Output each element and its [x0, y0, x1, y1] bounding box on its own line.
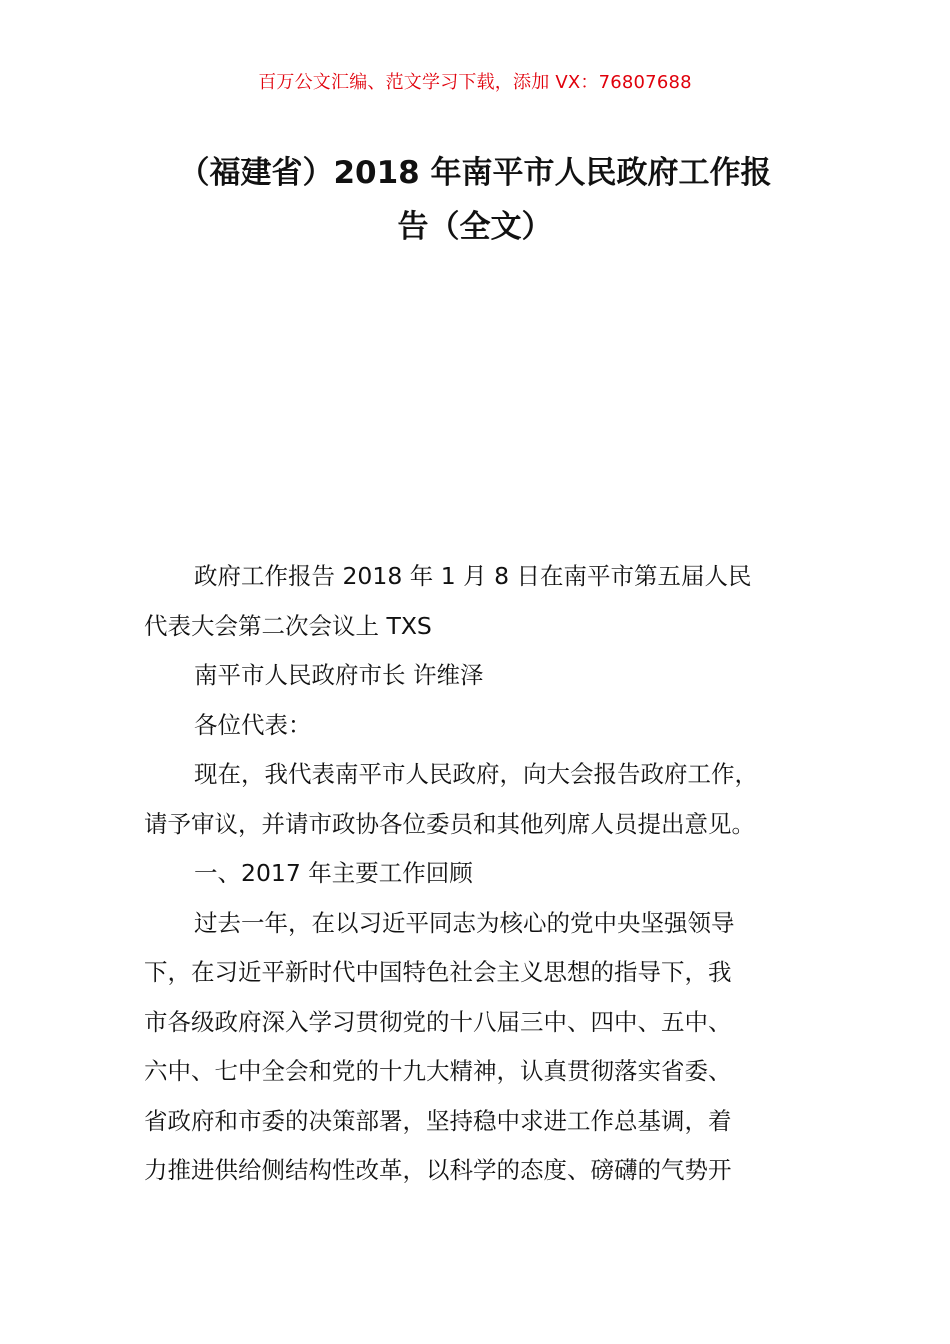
paragraph-line: 代表大会第二次会议上 TXS	[144, 611, 432, 640]
paragraph-line: 各位代表：	[194, 710, 312, 739]
header-watermark-note: 百万公文汇编、范文学习下载，添加 VX：76807688	[258, 72, 692, 93]
paragraph-line: 现在，我代表南平市人民政府，向大会报告政府工作，	[194, 760, 758, 788]
paragraph-line: 南平市人民政府市长 许维泽	[194, 661, 484, 689]
paragraph-line: 过去一年，在以习近平同志为核心的党中央坚强领导	[194, 908, 735, 937]
paragraph-line: 请予审议，并请市政协各位委员和其他列席人员提出意见。	[144, 809, 755, 838]
paragraph-line: 省政府和市委的决策部署，坚持稳中求进工作总基调，着	[144, 1106, 732, 1135]
section-heading: 一、2017 年主要工作回顾	[194, 859, 473, 887]
paragraph-line: 六中、七中全会和党的十九大精神，认真贯彻落实省委、	[144, 1057, 732, 1085]
title-line-1: （福建省）2018 年南平市人民政府工作报	[178, 155, 772, 191]
paragraph-line: 力推进供给侧结构性改革，以科学的态度、磅礴的气势开	[144, 1156, 732, 1184]
paragraph-line: 下，在习近平新时代中国特色社会主义思想的指导下，我	[144, 958, 732, 986]
paragraph-line: 市各级政府深入学习贯彻党的十八届三中、四中、五中、	[144, 1007, 732, 1036]
document-body	[144, 552, 834, 1196]
paragraph-line: 政府工作报告 2018 年 1 月 8 日在南平市第五届人民	[194, 562, 752, 590]
title-line-2: 告（全文）	[397, 209, 553, 245]
document-title	[120, 146, 830, 254]
